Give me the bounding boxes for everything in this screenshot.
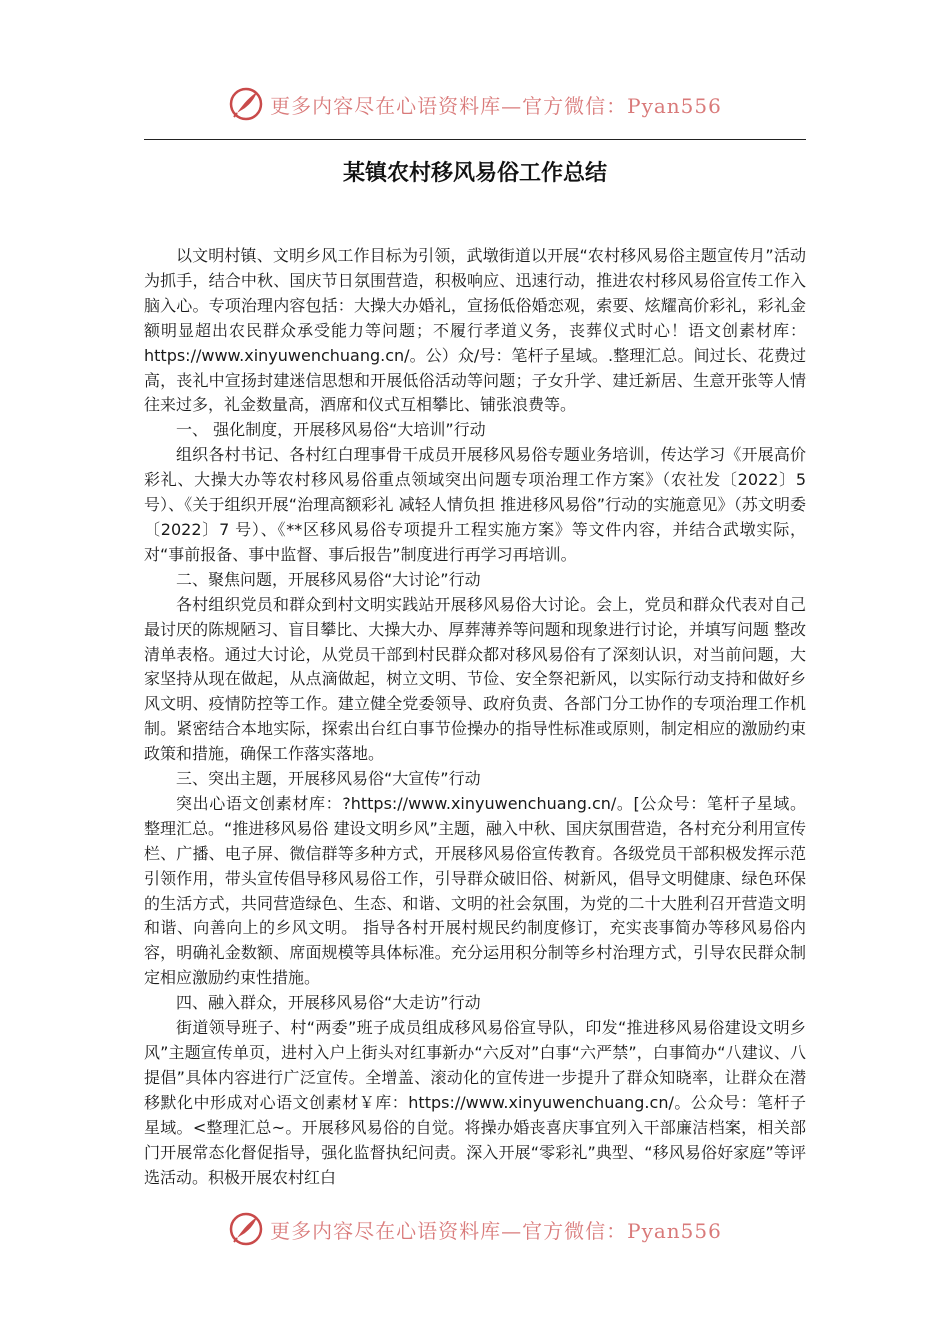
paragraph: 以文明村镇、文明乡风工作目标为引领，武墩街道以开展“农村移风易俗主题宣传月”活动为抓手，结合中秋、国庆节日氛围营造，积极响应、迅速行动，推进农村移风易俗宣传工作入脑入心。专项治理内容包括：大操大办婚礼，宣扬低俗婚恋观，索要、炫耀高价彩礼，彩礼金额明显超出农民群众承受能力等问题；不履行孝道义务，丧葬仪式时心！语文创素材库：https://www.xinyuwenchuang.cn/。公）众/号：笔杆子星域。.整理汇总。间过长、花费过高，丧礼中宣扬封建迷信思想和开展低俗活动等问题；子女升学、建迁新居、生意开张等人情往来过多，礼金数量高，酒席和仪式互相攀比、铺张浪费等。	[144, 246, 806, 415]
section-heading: 四、融入群众，开展移风易俗“大走访”行动	[176, 993, 481, 1013]
paragraph: 突出心语文创素材库：?https://www.xinyuwenchuang.cn/。[公众号：笔杆子星域。整理汇总。“推进移风易俗 建设文明乡风”主题，融入中秋、国庆氛围营造，各村充分利用宣传栏、广播、电子屏、微信群等多种方式，开展移风易俗宣传教育。各级党员干部积极发挥示范引领作用，带头宣传倡导移风易俗工作，引导群众破旧俗、树新风，倡导文明健康、绿色环保的生活方式，共同营造绿色、生态、和谐、文明的社会氛围，为党的二十大胜利召开营造文明和谐、向善向上的乡风文明。 指导各村开展村规民约制度修订，充实丧事简办等移风易俗内容，明确礼金数额、席面规模等具体标准。充分运用积分制等乡村治理方式，引导农民群众制定相应激励约束性措施。	[144, 793, 806, 988]
paragraph: 各村组织党员和群众到村文明实践站开展移风易俗大讨论。会上，党员和群众代表对自己最讨厌的陈规陋习、盲目攀比、大操大办、厚葬薄养等问题和现象进行讨论，并填写问题 整改清单表格。通过大讨论，从党员干部到村民群众都对移风易俗有了深刻认识，对当前问题，大家坚持从现在做起，从点滴做起，树立文明、节俭、安全祭祀新风，以实际行动支持和做好乡风文明、疫情防控等工作。建立健全党委领导、政府负责、各部门分工协作的专项治理工作机制。紧密结合本地实际，探索出台红白事节俭操办的指导性标准或原则，制定相应的激励约束政策和措施，确保工作落实落地。	[144, 594, 806, 764]
header-divider	[144, 139, 806, 140]
section-heading: 二、聚焦问题，开展移风易俗“大讨论”行动	[176, 569, 481, 589]
paragraph: 组织各村书记、各村红白理事骨干成员开展移风易俗专题业务培训，传达学习《开展高价彩礼、大操大办等农村移风易俗重点领域突出问题专项治理工作方案》（农社发〔2022〕5 号）、《关于组织开展“治理高额彩礼 减轻人情负担 推进移风易俗”行动的实施意见》（苏文明委〔2022〕7 号）、《**区移风易俗专项提升工程实施方案》等文件内容，并结合武墩实际，对“事前报备、事中监督、事后报告”制度进行再学习再培训。	[144, 445, 806, 564]
section-heading: 三、突出主题，开展移风易俗“大宣传”行动	[176, 769, 481, 789]
footer-watermark-banner	[0, 1209, 950, 1249]
header-watermark-banner	[0, 84, 950, 124]
footer-watermark-text: 更多内容尽在心语资料库—官方微信：Pyan556	[270, 1218, 722, 1243]
header-watermark-text: 更多内容尽在心语资料库—官方微信：Pyan556	[270, 93, 722, 118]
document-title: 某镇农村移风易俗工作总结	[342, 161, 607, 186]
paragraph: 街道领导班子、村“两委”班子成员组成移风易俗宣导队，印发“推进移风易俗建设文明乡风”主题宣传单页，进村入户上街头对红事新办“六反对”白事“六严禁”，白事简办“八建议、八提倡”具体内容进行广泛宣传。全增盖、滚动化的宣传进一步提升了群众知晓率，让群众在潜移默化中形成对心语文创素材￥库：https://www.xinyuwenchuang.cn/。公众号：笔杆子星域。<整理汇总~。开展移风易俗的自觉。将操办婚丧喜庆事宜列入干部廉洁档案，相关部门开展常态化督促指导，强化监督执纪问责。深入开展“零彩礼”典型、“移风易俗好家庭”等评选活动。积极开展农村红白	[144, 1018, 806, 1187]
quill-logo-icon	[228, 86, 264, 122]
section-heading: 一、 强化制度，开展移风易俗“大培训”行动	[176, 420, 486, 440]
quill-logo-icon	[228, 1211, 264, 1247]
document-body	[144, 244, 806, 1190]
